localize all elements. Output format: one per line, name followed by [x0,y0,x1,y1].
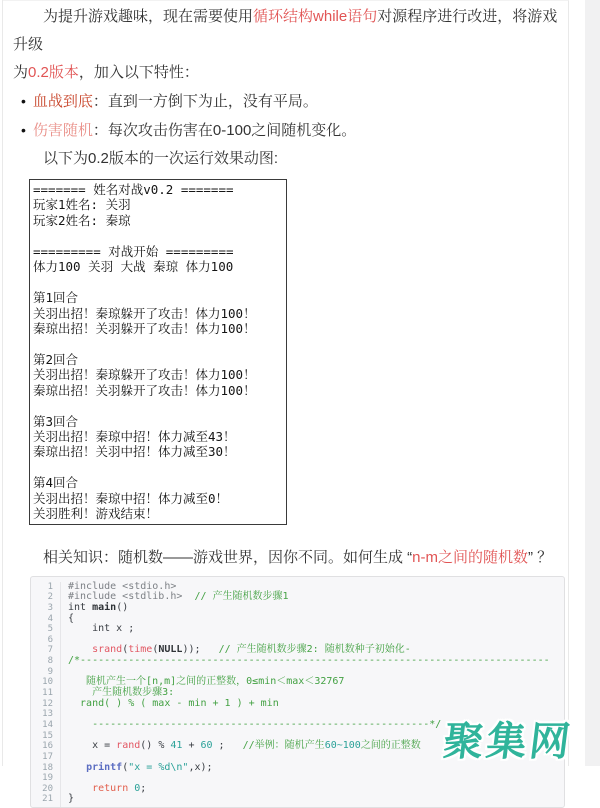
code-line: 随机产生一个[n,m]之间的正整数，0≤min＜max＜32767 [68,676,345,688]
code-line: printf("x = %d\n",x); [86,761,213,773]
console-line: 玩家2姓名: 秦琼 [33,212,131,228]
random-range-highlight: n-m之间的随机数 [412,548,529,566]
related-text: 相关知识：随机数——游戏世界，因你不同。如何生成 “ [43,548,413,566]
code-lines [61,582,550,807]
line-number: 10 [42,677,53,688]
console-line: 关羽出招！秦琼中招！体力减至0！ [33,490,229,506]
line-number: 18 [42,762,53,773]
code-line: srand(time(NULL)); // 产生随机数步骤2: 随机数种子初始化- [92,644,411,656]
feature-term: 伤害随机 [32,122,93,139]
line-number: 9 [47,666,53,677]
console-line: 关羽出招！秦琼中招！体力减至43！ [33,429,236,444]
console-line [33,460,283,475]
console-line: 秦琼出招！关羽中招！体力减至30！ [33,444,236,460]
code-line: int main() [68,601,129,613]
console-line: 秦琼出招！关羽躲开了攻击！体力100！ [33,382,256,398]
intro-text: 为提升游戏趣味，现在需要使用 [43,8,254,25]
console-line: 玩家1姓名: 关羽 [33,197,131,213]
game-output-console [29,179,287,525]
line-number: 13 [42,709,53,720]
line-number: 2 [47,592,53,603]
line-number: 17 [42,751,53,762]
line-number: 3 [47,602,53,613]
feature-text: ：直到一方倒下为止，没有平局。 [92,93,318,110]
bullet-icon: • [21,122,26,138]
console-line: ========= 对战开始 ========= [33,243,234,259]
console-line [33,398,283,413]
line-number: 21 [42,794,53,805]
console-line [33,275,283,290]
console-line: 秦琼出招！关羽躲开了攻击！体力100！ [33,320,256,336]
feature-term: 血战到底 [32,93,93,110]
line-number: 19 [42,773,53,784]
code-line: return 0; [92,782,147,794]
feature-item-blood [11,87,568,116]
intro-paragraph [13,3,558,87]
feature-list [11,87,568,145]
code-line: rand( ) % ( max - min + 1 ) + min [68,697,279,709]
line-number: 7 [47,645,53,656]
line-number: 8 [47,656,53,667]
while-keyword-highlight: 循环结构while语句 [253,8,378,25]
code-line: --------------------------------------------------------*/ [68,718,442,730]
intro-text: ，加入以下特性： [78,64,199,81]
code-line: { [68,612,75,624]
code-line: /*------------------------------------------------------------------------------ [68,655,550,667]
line-number: 20 [42,783,53,794]
version-highlight: 0.2版本 [28,64,79,81]
console-line: 体力100 关羽 大战 秦琼 体力100 [33,259,234,275]
code-line: int x ; [68,623,135,635]
code-gutter [31,582,61,807]
related-text: ” ？ [528,548,553,566]
feature-text: ：每次攻击伤害在0-100之间随机变化。 [92,122,357,139]
console-line: 关羽胜利！游戏结束！ [33,506,159,522]
article-content-column [3,0,569,805]
code-line: x = rand() % 41 + 60 ; //举例：随机产生60~100之间的正整数 [68,740,421,752]
line-number: 15 [42,730,53,741]
console-line [33,336,283,351]
run-demo-caption: 以下为0.2版本的一次运行效果动图: [43,150,279,167]
console-line: 第4回合 [33,475,79,491]
line-number: 12 [42,698,53,709]
console-line [33,228,283,243]
intro-text: 对源程序进行改进，将游戏升级 [13,8,558,53]
line-number: 4 [47,613,53,624]
scrollbar-track[interactable] [585,0,600,766]
console-line: 第1回合 [33,290,79,306]
line-number: 16 [42,741,53,752]
feature-item-damage [11,116,568,145]
line-number: 1 [47,581,53,592]
line-number: 5 [47,624,53,635]
console-line: 关羽出招！秦琼躲开了攻击！体力100！ [33,367,256,383]
related-knowledge-line [13,546,558,570]
intro-text: 为 [13,64,29,81]
code-line: } [68,793,75,805]
watermark-logo: 聚集网 [440,719,576,765]
line-number: 6 [47,634,53,645]
line-number: 11 [42,688,53,699]
code-line: #include <stdio.h> [68,580,177,592]
console-line: 关羽出招！秦琼躲开了攻击！体力100！ [33,305,256,321]
console-line: 第2回合 [33,351,79,367]
console-line: 第3回合 [33,413,79,429]
line-number: 14 [42,719,53,730]
code-line: #include <stdlib.h> // 产生随机数步骤1 [68,591,289,603]
code-block [30,576,565,808]
console-line: ======= 姓名对战v0.2 ======= [33,182,234,197]
code-line: 产生随机数步骤3: [68,687,175,699]
bullet-icon: • [21,93,26,109]
